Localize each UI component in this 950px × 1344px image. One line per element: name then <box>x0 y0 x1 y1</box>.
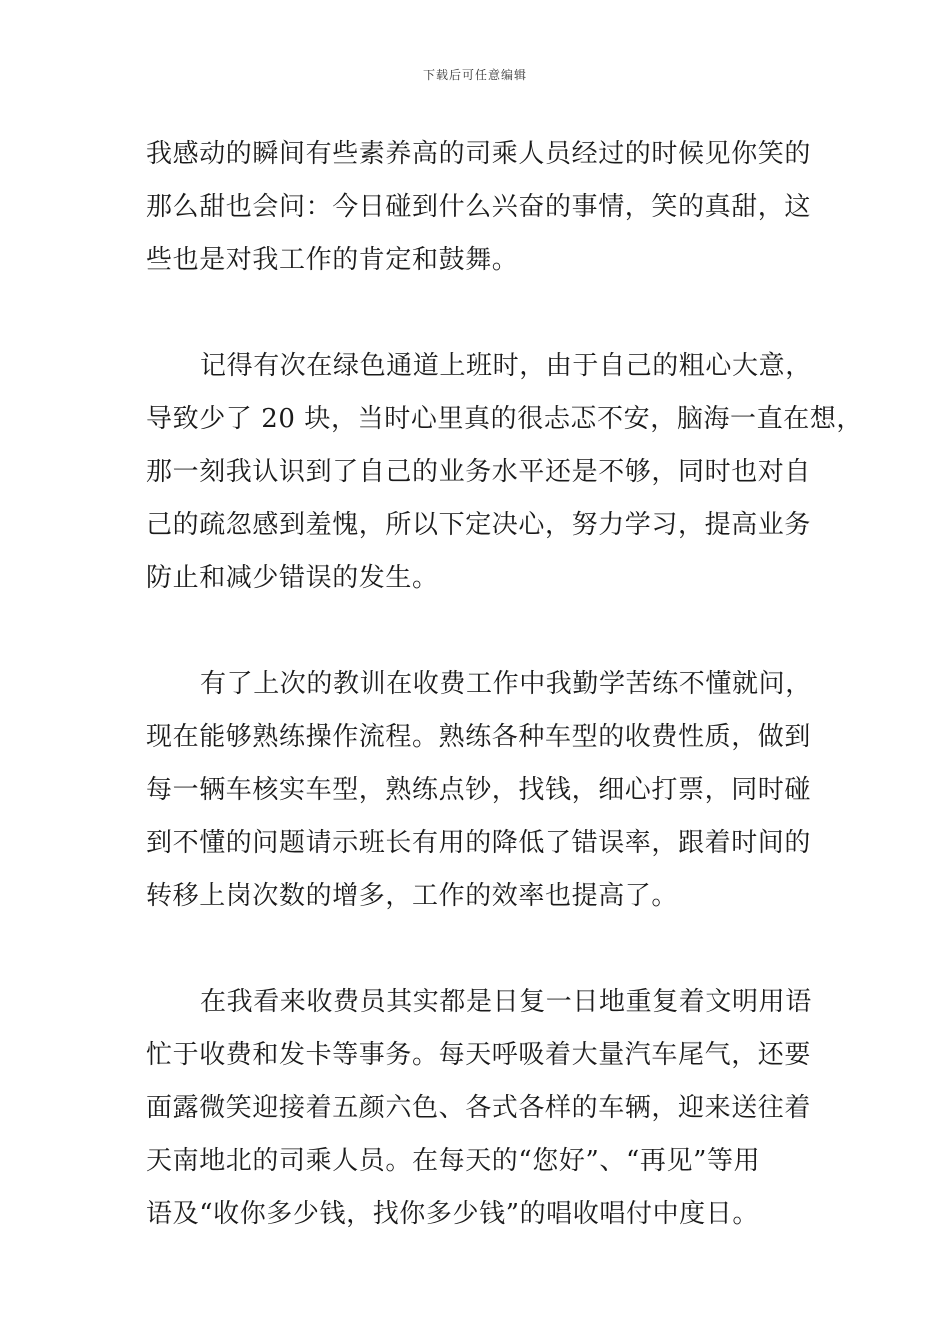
paragraph-line: 面露微笑迎接着五颜六色、各式各样的车辆，迎来送往着 <box>146 1093 812 1123</box>
paragraph-line: 语及“收你多少钱，找你多少钱”的唱收唱付中度日。 <box>146 1199 759 1229</box>
paragraph-spacer <box>146 923 816 976</box>
paragraph-line: 到不懂的问题请示班长有用的降低了错误率，跟着时间的 <box>146 828 812 858</box>
paragraph-spacer <box>146 287 816 340</box>
paragraph-spacer <box>146 605 816 658</box>
paragraph-line: 有了上次的教训在收费工作中我勤学苦练不懂就问， <box>200 669 812 699</box>
paragraph-line: 我感动的瞬间有些素养高的司乘人员经过的时候见你笑的 <box>146 139 812 169</box>
paragraph-2 <box>146 340 864 605</box>
paragraph-line: 记得有次在绿色通道上班时，由于自己的粗心大意， <box>200 351 812 381</box>
paragraph-line: 导致少了 20 块，当时心里真的很忐忑不安，脑海一直在想， <box>146 404 864 434</box>
paragraph-line: 转移上岗次数的增多，工作的效率也提高了。 <box>146 881 679 911</box>
paragraph-line: 忙于收费和发卡等事务。每天呼吸着大量汽车尾气，还要 <box>146 1040 812 1070</box>
paragraph-line: 己的疏忽感到羞愧，所以下定决心，努力学习，提高业务 <box>146 510 812 540</box>
paragraph-line: 每一辆车核实车型，熟练点钞，找钱，细心打票，同时碰 <box>146 775 812 805</box>
paragraph-line: 些也是对我工作的肯定和鼓舞。 <box>146 245 519 275</box>
paragraph-line: 天南地北的司乘人员。在每天的“您好”、“再见”等用 <box>146 1146 761 1176</box>
paragraph-line: 那么甜也会问：今日碰到什么兴奋的事情，笑的真甜，这 <box>146 192 812 222</box>
page-header: 下载后可任意编辑 <box>422 68 527 82</box>
paragraph-line: 防止和减少错误的发生。 <box>146 563 439 593</box>
paragraph-3 <box>146 658 816 923</box>
paragraph-line: 在我看来收费员其实都是日复一日地重复着文明用语 <box>200 987 812 1017</box>
paragraph-line: 那一刻我认识到了自己的业务水平还是不够，同时也对自 <box>146 457 812 487</box>
paragraph-1 <box>146 128 816 287</box>
document-body <box>146 128 864 1241</box>
paragraph-4 <box>146 976 816 1241</box>
paragraph-line: 现在能够熟练操作流程。熟练各种车型的收费性质，做到 <box>146 722 812 752</box>
